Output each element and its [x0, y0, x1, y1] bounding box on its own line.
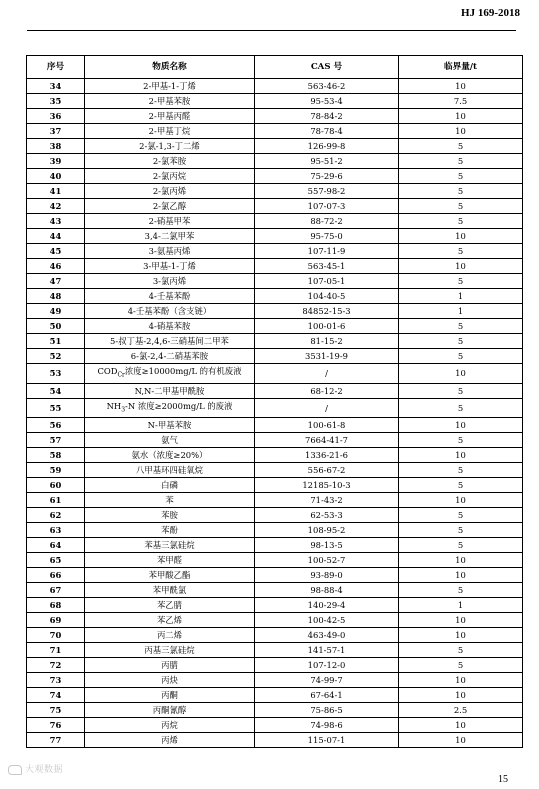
standard-code: HJ 169-2018: [461, 7, 520, 19]
cell-threshold-quantity: 5: [399, 523, 523, 538]
table-row: [27, 583, 523, 598]
cell-serial-no: 38: [27, 139, 85, 154]
cell-threshold-quantity: 7.5: [399, 94, 523, 109]
table-row: [27, 643, 523, 658]
cell-threshold-quantity: 5: [399, 658, 523, 673]
table-row: [27, 613, 523, 628]
table-row: [27, 274, 523, 289]
cell-cas-number: 1336-21-6: [255, 448, 399, 463]
table-row: [27, 124, 523, 139]
cell-cas-number: 68-12-2: [255, 383, 399, 398]
cell-serial-no: 36: [27, 109, 85, 124]
cell-substance-name: 3,4-二氯甲苯: [85, 229, 255, 244]
cell-substance-name: 苯基三氯硅烷: [85, 538, 255, 553]
cell-threshold-quantity: 10: [399, 418, 523, 433]
table-row: [27, 289, 523, 304]
cell-substance-name: 氨气: [85, 433, 255, 448]
cell-threshold-quantity: 5: [399, 139, 523, 154]
table-body: [27, 79, 523, 748]
col-header-no: 序号: [27, 56, 85, 79]
table-header-row: [27, 56, 523, 79]
cell-serial-no: 35: [27, 94, 85, 109]
cell-substance-name: 2-氯乙醇: [85, 199, 255, 214]
cell-substance-name: 苯甲醛: [85, 553, 255, 568]
table-row: [27, 229, 523, 244]
table-row: [27, 433, 523, 448]
cell-serial-no: 72: [27, 658, 85, 673]
name-suffix: 浓度≥10000mg/L 的有机废液: [124, 366, 242, 376]
cell-threshold-quantity: 5: [399, 274, 523, 289]
cell-serial-no: 44: [27, 229, 85, 244]
cell-substance-name: 苯酚: [85, 523, 255, 538]
table-row: [27, 493, 523, 508]
cell-substance-name: 苯胺: [85, 508, 255, 523]
cell-threshold-quantity: 10: [399, 448, 523, 463]
cell-threshold-quantity: 5: [399, 349, 523, 364]
table-row: [27, 94, 523, 109]
cell-substance-name: 丙烯: [85, 733, 255, 748]
cell-cas-number: 100-42-5: [255, 613, 399, 628]
cell-threshold-quantity: 10: [399, 364, 523, 384]
cell-cas-number: 71-43-2: [255, 493, 399, 508]
cell-substance-name: 2-硝基甲苯: [85, 214, 255, 229]
table-row: [27, 718, 523, 733]
cell-cas-number: 81-15-2: [255, 334, 399, 349]
cell-substance-name: 2-甲基丁烷: [85, 124, 255, 139]
cell-substance-name: 2-甲基苯胺: [85, 94, 255, 109]
cell-threshold-quantity: 5: [399, 214, 523, 229]
cell-serial-no: 43: [27, 214, 85, 229]
cell-cas-number: 108-95-2: [255, 523, 399, 538]
cell-substance-name: 3-氯丙烯: [85, 274, 255, 289]
cell-substance-name: N-甲基苯胺: [85, 418, 255, 433]
cell-serial-no: 75: [27, 703, 85, 718]
cell-serial-no: 42: [27, 199, 85, 214]
cell-serial-no: 65: [27, 553, 85, 568]
table-row: [27, 553, 523, 568]
cell-serial-no: 77: [27, 733, 85, 748]
table-row: [27, 658, 523, 673]
name-subscript: 3: [121, 406, 126, 414]
cell-substance-name: 丙酮氰醇: [85, 703, 255, 718]
cell-substance-name: 丙酮: [85, 688, 255, 703]
cell-threshold-quantity: 5: [399, 583, 523, 598]
cell-cas-number: 563-45-1: [255, 259, 399, 274]
cell-cas-number: 84852-15-3: [255, 304, 399, 319]
cell-substance-name: 2-氯-1,3-丁二烯: [85, 139, 255, 154]
name-prefix: NH: [106, 400, 122, 411]
cell-serial-no: 54: [27, 383, 85, 398]
cell-threshold-quantity: 5: [399, 478, 523, 493]
cell-threshold-quantity: 5: [399, 319, 523, 334]
table-row: [27, 703, 523, 718]
cell-serial-no: 41: [27, 184, 85, 199]
cell-threshold-quantity: 2.5: [399, 703, 523, 718]
cell-cas-number: 100-52-7: [255, 553, 399, 568]
table-row: [27, 319, 523, 334]
cell-cas-number: 107-11-9: [255, 244, 399, 259]
cell-cas-number: 62-53-3: [255, 508, 399, 523]
cell-cas-number: 74-98-6: [255, 718, 399, 733]
cell-cas-number: 98-88-4: [255, 583, 399, 598]
table-row: [27, 628, 523, 643]
cell-cas-number: 78-84-2: [255, 109, 399, 124]
table-row: [27, 364, 523, 384]
cell-serial-no: 34: [27, 79, 85, 94]
table-row: [27, 508, 523, 523]
cell-threshold-quantity: 10: [399, 79, 523, 94]
cell-substance-name: 2-氯丙烷: [85, 169, 255, 184]
cell-serial-no: 62: [27, 508, 85, 523]
cell-serial-no: 50: [27, 319, 85, 334]
cell-threshold-quantity: 1: [399, 289, 523, 304]
table-row: [27, 673, 523, 688]
page-number: 15: [498, 774, 508, 785]
cell-substance-name: [85, 398, 255, 418]
cell-serial-no: 68: [27, 598, 85, 613]
cell-serial-no: 76: [27, 718, 85, 733]
table-row: [27, 463, 523, 478]
cell-serial-no: 70: [27, 628, 85, 643]
cell-cas-number: 556-67-2: [255, 463, 399, 478]
cell-threshold-quantity: 5: [399, 538, 523, 553]
cell-cas-number: 141-57-1: [255, 643, 399, 658]
table-row: [27, 109, 523, 124]
cell-substance-name: 氨水（浓度≥20%）: [85, 448, 255, 463]
cell-cas-number: 115-07-1: [255, 733, 399, 748]
cell-serial-no: 73: [27, 673, 85, 688]
cell-cas-number: 75-29-6: [255, 169, 399, 184]
cell-threshold-quantity: 10: [399, 613, 523, 628]
cell-threshold-quantity: 1: [399, 304, 523, 319]
cell-cas-number: 98-13-5: [255, 538, 399, 553]
cell-cas-number: 7664-41-7: [255, 433, 399, 448]
cell-threshold-quantity: 10: [399, 229, 523, 244]
cell-substance-name: 丙炔: [85, 673, 255, 688]
table-row: [27, 304, 523, 319]
cell-serial-no: 46: [27, 259, 85, 274]
name-suffix: -N 浓度≥2000mg/L 的废液: [125, 400, 233, 411]
cell-cas-number: 126-99-8: [255, 139, 399, 154]
cell-cas-number: 95-51-2: [255, 154, 399, 169]
table-row: [27, 568, 523, 583]
table-row: [27, 334, 523, 349]
cell-threshold-quantity: 5: [399, 169, 523, 184]
cell-threshold-quantity: 5: [399, 383, 523, 398]
cell-threshold-quantity: 10: [399, 259, 523, 274]
cell-threshold-quantity: 5: [399, 398, 523, 418]
table-row: [27, 383, 523, 398]
col-header-name: 物质名称: [85, 56, 255, 79]
cell-serial-no: 59: [27, 463, 85, 478]
watermark-text: 大观数据: [25, 765, 64, 775]
cell-cas-number: 12185-10-3: [255, 478, 399, 493]
cell-cas-number: 107-07-3: [255, 199, 399, 214]
cell-cas-number: 557-98-2: [255, 184, 399, 199]
name-subscript: Cr: [117, 371, 125, 379]
cell-threshold-quantity: 5: [399, 433, 523, 448]
substance-table: [26, 55, 523, 748]
cell-serial-no: 69: [27, 613, 85, 628]
cell-substance-name: 苯甲酸乙酯: [85, 568, 255, 583]
cell-serial-no: 63: [27, 523, 85, 538]
cell-substance-name: N,N-二甲基甲酰胺: [85, 383, 255, 398]
cell-threshold-quantity: 5: [399, 184, 523, 199]
cell-substance-name: 2-氯丙烯: [85, 184, 255, 199]
cell-threshold-quantity: 10: [399, 628, 523, 643]
cell-cas-number: 95-53-4: [255, 94, 399, 109]
table-row: [27, 733, 523, 748]
cell-threshold-quantity: 5: [399, 244, 523, 259]
cell-substance-name: 3-甲基-1-丁烯: [85, 259, 255, 274]
watermark: [8, 762, 63, 775]
cell-substance-name: 苯甲酰氯: [85, 583, 255, 598]
cell-serial-no: 40: [27, 169, 85, 184]
cell-threshold-quantity: 10: [399, 673, 523, 688]
cell-cas-number: 100-01-6: [255, 319, 399, 334]
cell-substance-name: 2-甲基-1-丁烯: [85, 79, 255, 94]
table-row: [27, 154, 523, 169]
cell-serial-no: 48: [27, 289, 85, 304]
cell-serial-no: 37: [27, 124, 85, 139]
cell-serial-no: 66: [27, 568, 85, 583]
cell-cas-number: 463-49-0: [255, 628, 399, 643]
cell-cas-number: 107-12-0: [255, 658, 399, 673]
table-row: [27, 259, 523, 274]
cell-cas-number: 140-29-4: [255, 598, 399, 613]
cell-cas-number: 107-05-1: [255, 274, 399, 289]
cell-threshold-quantity: 10: [399, 109, 523, 124]
table-row: [27, 688, 523, 703]
table-row: [27, 139, 523, 154]
cell-substance-name: 6-氯-2,4-二硝基苯胺: [85, 349, 255, 364]
cell-substance-name: 八甲基环四硅氧烷: [85, 463, 255, 478]
table-row: [27, 418, 523, 433]
cell-serial-no: 51: [27, 334, 85, 349]
cell-threshold-quantity: 5: [399, 463, 523, 478]
cell-threshold-quantity: 5: [399, 154, 523, 169]
col-header-quantity: 临界量/t: [399, 56, 523, 79]
cell-serial-no: 71: [27, 643, 85, 658]
cell-serial-no: 57: [27, 433, 85, 448]
cell-substance-name: [85, 364, 255, 384]
cell-substance-name: 丙基三氯硅烷: [85, 643, 255, 658]
name-prefix: COD: [97, 366, 118, 376]
cell-substance-name: 4-壬基苯酚（含支链）: [85, 304, 255, 319]
cell-substance-name: 丙二烯: [85, 628, 255, 643]
table-row: [27, 598, 523, 613]
table-row: [27, 79, 523, 94]
cell-cas-number: 95-75-0: [255, 229, 399, 244]
col-header-cas: CAS 号: [255, 56, 399, 79]
cell-threshold-quantity: 10: [399, 688, 523, 703]
cell-substance-name: 丙烷: [85, 718, 255, 733]
cell-substance-name: 4-壬基苯酚: [85, 289, 255, 304]
cell-substance-name: 2-氯苯胺: [85, 154, 255, 169]
cell-serial-no: 47: [27, 274, 85, 289]
table-row: [27, 214, 523, 229]
cell-threshold-quantity: 5: [399, 199, 523, 214]
table-row: [27, 523, 523, 538]
cell-substance-name: 白磷: [85, 478, 255, 493]
cell-threshold-quantity: 5: [399, 334, 523, 349]
cell-cas-number: 93-89-0: [255, 568, 399, 583]
cell-serial-no: 61: [27, 493, 85, 508]
cell-serial-no: 67: [27, 583, 85, 598]
table-row: [27, 478, 523, 493]
cell-serial-no: 58: [27, 448, 85, 463]
cell-threshold-quantity: 10: [399, 493, 523, 508]
cell-threshold-quantity: 10: [399, 124, 523, 139]
cell-substance-name: 5-叔丁基-2,4,6-三硝基间二甲苯: [85, 334, 255, 349]
cell-cas-number: 563-46-2: [255, 79, 399, 94]
cell-serial-no: 49: [27, 304, 85, 319]
header-rule: [27, 30, 516, 31]
table-row: [27, 199, 523, 214]
cell-serial-no: 45: [27, 244, 85, 259]
cell-cas-number: 88-72-2: [255, 214, 399, 229]
cell-cas-number: 67-64-1: [255, 688, 399, 703]
cell-serial-no: 64: [27, 538, 85, 553]
cell-substance-name: 4-硝基苯胺: [85, 319, 255, 334]
cell-threshold-quantity: 1: [399, 598, 523, 613]
cell-serial-no: 56: [27, 418, 85, 433]
watermark-logo-icon: [8, 765, 22, 775]
cell-substance-name: 3-氨基丙烯: [85, 244, 255, 259]
cell-serial-no: 74: [27, 688, 85, 703]
table-row: [27, 398, 523, 418]
cell-serial-no: 53: [27, 364, 85, 384]
table-row: [27, 349, 523, 364]
table-row: [27, 184, 523, 199]
cell-threshold-quantity: 10: [399, 553, 523, 568]
cell-serial-no: 52: [27, 349, 85, 364]
cell-cas-number: /: [255, 398, 399, 418]
cell-cas-number: 75-86-5: [255, 703, 399, 718]
cell-cas-number: /: [255, 364, 399, 384]
cell-cas-number: 100-61-8: [255, 418, 399, 433]
cell-threshold-quantity: 5: [399, 643, 523, 658]
cell-substance-name: 丙腈: [85, 658, 255, 673]
cell-substance-name: 苯乙腈: [85, 598, 255, 613]
cell-substance-name: 2-甲基丙醛: [85, 109, 255, 124]
cell-cas-number: 74-99-7: [255, 673, 399, 688]
cell-cas-number: 78-78-4: [255, 124, 399, 139]
cell-cas-number: 3531-19-9: [255, 349, 399, 364]
table-row: [27, 538, 523, 553]
cell-substance-name: 苯乙烯: [85, 613, 255, 628]
cell-threshold-quantity: 10: [399, 718, 523, 733]
cell-threshold-quantity: 10: [399, 568, 523, 583]
table-row: [27, 244, 523, 259]
cell-cas-number: 104-40-5: [255, 289, 399, 304]
cell-threshold-quantity: 10: [399, 733, 523, 748]
cell-serial-no: 39: [27, 154, 85, 169]
cell-substance-name: 苯: [85, 493, 255, 508]
table-row: [27, 448, 523, 463]
cell-serial-no: 60: [27, 478, 85, 493]
cell-serial-no: 55: [27, 398, 85, 418]
table-row: [27, 169, 523, 184]
cell-threshold-quantity: 5: [399, 508, 523, 523]
